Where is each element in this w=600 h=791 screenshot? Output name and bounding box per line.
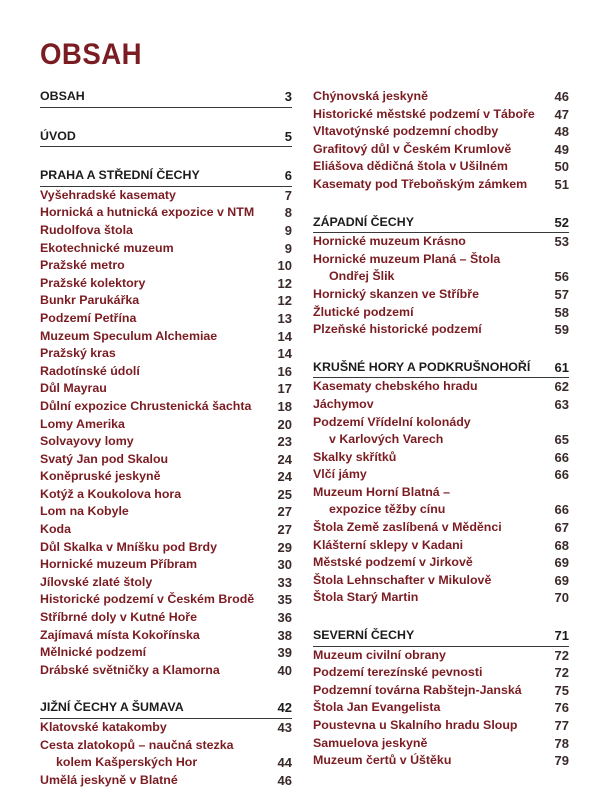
toc-entry-title: Grafitový důl v Českém Krumlově <box>313 141 512 156</box>
toc-entry-title: Žlutické podzemí <box>313 304 414 319</box>
toc-entry[interactable] <box>40 345 292 363</box>
toc-page-number: 35 <box>277 592 292 608</box>
section-spacer <box>40 108 292 128</box>
toc-entry[interactable] <box>40 328 292 346</box>
toc-entry[interactable] <box>40 556 292 574</box>
toc-entry[interactable] <box>313 735 569 753</box>
toc-entry-title: ÚVOD <box>40 128 76 143</box>
toc-section-heading[interactable] <box>313 214 569 234</box>
toc-entry[interactable] <box>40 222 292 240</box>
toc-page-number: 24 <box>277 451 292 467</box>
toc-section-heading[interactable] <box>40 167 292 187</box>
toc-entry-title: Klatovské katakomby <box>40 720 167 734</box>
toc-entry[interactable] <box>40 539 292 557</box>
toc-entry-title: Podzemí Petřína <box>40 310 137 325</box>
toc-entry-title: Svatý Jan pod Skalou <box>40 451 169 466</box>
toc-entry[interactable] <box>313 484 569 519</box>
toc-entry-title: Radotínské údolí <box>40 363 140 378</box>
toc-entry-title: Kasematy chebského hradu <box>313 379 478 394</box>
toc-entry-title: Historické podzemí v Českém Brodě <box>40 592 255 607</box>
toc-section-heading[interactable] <box>40 88 292 108</box>
toc-entry-title: Jílovské zlaté štoly <box>40 574 153 589</box>
toc-entry[interactable] <box>40 275 292 293</box>
toc-entry-title: Muzeum čertů v Úštěku <box>313 753 452 768</box>
toc-entry-title: Rudolfova štola <box>40 222 133 237</box>
toc-entry[interactable] <box>313 88 569 106</box>
toc-entry[interactable] <box>313 141 569 159</box>
toc-entry[interactable] <box>313 664 569 682</box>
toc-entry[interactable] <box>40 737 292 772</box>
toc-entry-title: Kasematy pod Třeboňským zámkem <box>313 176 528 191</box>
toc-page-number: 66 <box>554 467 569 483</box>
toc-page-number: 66 <box>554 502 569 518</box>
toc-entry-title: Pražské metro <box>40 258 125 273</box>
toc-page-number: 65 <box>554 432 569 448</box>
toc-page-number: 40 <box>277 662 292 678</box>
toc-entry[interactable] <box>313 717 569 735</box>
toc-page-number: 10 <box>277 258 292 274</box>
toc-entry-title: KRUŠNÉ HORY A PODKRUŠNOHOŘÍ <box>313 359 531 374</box>
toc-entry[interactable] <box>313 537 569 555</box>
toc-entry-title: Lomy Amerika <box>40 416 125 431</box>
toc-page-number: 3 <box>284 89 292 104</box>
toc-entry-title: Městské podzemí v Jirkově <box>313 555 473 570</box>
toc-page-number: 13 <box>277 310 292 326</box>
toc-entry[interactable] <box>313 233 569 251</box>
toc-entry[interactable] <box>40 451 292 469</box>
toc-page-number: 8 <box>284 205 292 221</box>
toc-entry-title: Solvayovy lomy <box>40 434 134 449</box>
toc-entry-title: Plzeňské historické podzemí <box>313 322 482 337</box>
toc-page-number: 25 <box>277 486 292 502</box>
toc-entry[interactable] <box>40 644 292 662</box>
toc-entry[interactable] <box>313 682 569 700</box>
toc-entry-title: Pražské kolektory <box>40 275 146 290</box>
toc-page-number: 69 <box>554 555 569 571</box>
toc-entry-title-continued: Ondřej Šlik <box>329 269 395 284</box>
toc-entry[interactable] <box>313 554 569 572</box>
toc-page-number: 16 <box>277 363 292 379</box>
toc-entry[interactable] <box>40 521 292 539</box>
toc-page-number: 33 <box>277 574 292 590</box>
toc-entry[interactable] <box>40 257 292 275</box>
toc-entry-title: ZÁPADNÍ ČECHY <box>313 214 414 229</box>
toc-entry[interactable] <box>313 519 569 537</box>
toc-entry[interactable] <box>40 719 292 737</box>
toc-page-number: 30 <box>277 557 292 573</box>
toc-page-number: 75 <box>554 682 569 698</box>
toc-section-heading[interactable] <box>40 128 292 148</box>
toc-page-number: 9 <box>284 222 292 238</box>
toc-page-number: 49 <box>554 141 569 157</box>
toc-left-column <box>40 88 292 789</box>
toc-page-number: 57 <box>554 286 569 302</box>
toc-entry[interactable] <box>40 627 292 645</box>
toc-page-number: 46 <box>554 89 569 104</box>
toc-entry[interactable] <box>40 187 292 205</box>
toc-page-number: 14 <box>277 328 292 344</box>
toc-entry-title: Umělá jeskyně v Blatné <box>40 772 178 787</box>
toc-entry-title: Lom na Kobyle <box>40 504 129 519</box>
toc-entry-title: Důlní expozice Chrustenická šachta <box>40 398 252 413</box>
toc-entry[interactable] <box>40 662 292 680</box>
toc-entry[interactable] <box>313 176 569 194</box>
toc-page-number: 27 <box>277 504 292 520</box>
toc-page-number: 18 <box>277 398 292 414</box>
toc-page-number: 50 <box>554 159 569 175</box>
toc-entry-title: Chýnovská jeskyně <box>313 89 429 103</box>
toc-section-heading[interactable] <box>313 627 569 647</box>
toc-entry-title: Hornické muzeum Příbram <box>40 557 197 572</box>
toc-entry-title: Vyšehradské kasematy <box>40 187 176 202</box>
toc-page-number: 77 <box>554 718 569 733</box>
toc-page-number: 67 <box>554 520 569 536</box>
toc-page-number: 7 <box>284 187 292 203</box>
section-spacer <box>40 147 292 167</box>
toc-entry[interactable] <box>313 414 569 449</box>
toc-page-number: 39 <box>277 645 292 661</box>
toc-entry-title-continued: v Karlových Varech <box>329 432 444 447</box>
toc-entry-title: Podzemí terezínské pevnosti <box>313 665 483 680</box>
toc-section-heading[interactable] <box>313 359 569 379</box>
toc-entry[interactable] <box>313 106 569 124</box>
toc-entry-title: Koněpruské jeskyně <box>40 469 161 484</box>
toc-entry[interactable] <box>40 416 292 434</box>
toc-entry-title: Muzeum Speculum Alchemiae <box>40 328 218 343</box>
toc-entry-title: Muzeum civilní obrany <box>313 647 446 662</box>
toc-page-number: 69 <box>554 572 569 588</box>
toc-page-number: 24 <box>277 469 292 485</box>
toc-entry-title: Historické městské podzemí v Táboře <box>313 106 535 121</box>
toc-entry-title: Cesta zlatokopů – naučná stezka <box>40 737 234 752</box>
toc-page-number: 42 <box>277 700 292 716</box>
toc-entry-title: Ekotechnické muzeum <box>40 240 174 255</box>
toc-page-number: 71 <box>554 628 569 644</box>
toc-entry[interactable] <box>40 503 292 521</box>
section-spacer <box>40 679 292 699</box>
toc-entry-title: Důl Skalka v Mníšku pod Brdy <box>40 539 217 554</box>
toc-entry[interactable] <box>40 292 292 310</box>
toc-entry-title: Kotýž a Koukolova hora <box>40 486 182 501</box>
toc-entry-title: Klášterní sklepy v Kadani <box>313 537 464 552</box>
toc-entry-title: Hornické muzeum Planá – Štola <box>313 251 501 266</box>
toc-page-number: 23 <box>277 434 292 450</box>
toc-entry-title: Eliášova dědičná štola v Ušilném <box>313 159 508 174</box>
toc-page-number: 29 <box>277 539 292 555</box>
toc-entry-title: Podzemí Vřídelní kolonády <box>313 414 471 429</box>
toc-page-number: 5 <box>284 128 292 144</box>
section-spacer <box>313 607 569 627</box>
toc-entry[interactable] <box>313 158 569 176</box>
toc-entry-title: Jáchymov <box>313 396 374 411</box>
toc-page-number: 43 <box>277 720 292 735</box>
section-spacer <box>313 339 569 359</box>
toc-entry-title: Poustevna u Skalního hradu Sloup <box>313 718 518 732</box>
toc-entry-title: Štola Země zaslíbená v Měděnci <box>313 520 502 535</box>
toc-page-number: 79 <box>554 753 569 769</box>
toc-page-number: 12 <box>277 275 292 291</box>
toc-entry[interactable] <box>40 204 292 222</box>
toc-page-number: 36 <box>277 610 292 626</box>
toc-page-number: 47 <box>554 106 569 122</box>
toc-page-number: 70 <box>554 590 569 606</box>
toc-page-number: 12 <box>277 293 292 309</box>
toc-entry-title: OBSAH <box>40 89 85 103</box>
toc-entry-title: Hornická a hutnická expozice v NTM <box>40 205 255 220</box>
toc-entry[interactable] <box>40 363 292 381</box>
toc-entry-title: PRAHA A STŘEDNÍ ČECHY <box>40 168 200 183</box>
toc-page-number: 72 <box>554 665 569 681</box>
toc-entry-title: Štola Starý Martin <box>313 590 419 605</box>
toc-entry-title-continued: kolem Kašperských Hor <box>56 755 198 770</box>
toc-entry-title: JIŽNÍ ČECHY A ŠUMAVA <box>40 700 184 715</box>
page-title: OBSAH <box>40 38 142 71</box>
toc-entry-title: Vltavotýnské podzemní chodby <box>313 124 499 139</box>
toc-right-column <box>313 88 569 770</box>
toc-page-number: 66 <box>554 449 569 465</box>
toc-entry[interactable] <box>40 433 292 451</box>
toc-page-number: 56 <box>554 269 569 285</box>
toc-page-number: 44 <box>277 755 292 771</box>
toc-page-number: 76 <box>554 700 569 716</box>
toc-entry-title: SEVERNÍ ČECHY <box>313 628 415 643</box>
toc-page-number: 6 <box>284 168 292 184</box>
toc-entry-title: Muzeum Horní Blatná – <box>313 484 450 499</box>
toc-page-number: 20 <box>277 416 292 432</box>
toc-page-number: 52 <box>554 214 569 230</box>
section-spacer <box>313 194 569 214</box>
toc-entry[interactable] <box>313 699 569 717</box>
toc-entry-title: Štola Jan Evangelista <box>313 700 441 715</box>
toc-entry[interactable] <box>40 772 292 790</box>
toc-entry[interactable] <box>313 449 569 467</box>
toc-entry-title: Koda <box>40 522 71 537</box>
toc-page-number: 72 <box>554 647 569 663</box>
toc-entry[interactable] <box>313 304 569 322</box>
toc-entry-title: Důl Mayrau <box>40 381 107 396</box>
toc-page-number: 46 <box>277 772 292 788</box>
toc-entry[interactable] <box>313 752 569 770</box>
toc-entry[interactable] <box>313 251 569 286</box>
toc-page-number: 9 <box>284 240 292 256</box>
toc-entry[interactable] <box>313 123 569 141</box>
toc-entry-title: Stříbrné doly v Kutné Hoře <box>40 610 197 625</box>
toc-entry-title: Štola Lehnschafter v Mikulově <box>313 572 492 587</box>
toc-section-heading[interactable] <box>40 699 292 719</box>
toc-entry[interactable] <box>40 609 292 627</box>
toc-entry-title: Drábské světničky a Klamorna <box>40 662 220 677</box>
toc-entry-title: Hornický skanzen ve Stříbře <box>313 286 479 301</box>
toc-entry[interactable] <box>313 286 569 304</box>
toc-entry[interactable] <box>40 310 292 328</box>
toc-entry[interactable] <box>40 468 292 486</box>
toc-entry-title: Podzemní továrna Rabštejn-Janská <box>313 682 522 697</box>
toc-entry[interactable] <box>313 572 569 590</box>
toc-entry[interactable] <box>40 398 292 416</box>
toc-entry-title: Vlčí jámy <box>313 467 367 482</box>
toc-entry[interactable] <box>313 396 569 414</box>
toc-page-number: 53 <box>554 234 569 250</box>
toc-entry[interactable] <box>40 380 292 398</box>
toc-entry[interactable] <box>40 591 292 609</box>
toc-page-number: 68 <box>554 537 569 553</box>
toc-page-number: 14 <box>277 346 292 362</box>
toc-entry[interactable] <box>40 240 292 258</box>
toc-entry[interactable] <box>40 574 292 592</box>
toc-page-number: 51 <box>554 176 569 192</box>
toc-page-number: 61 <box>554 359 569 375</box>
toc-page-number: 63 <box>554 396 569 412</box>
toc-entry-title: Samuelova jeskyně <box>313 735 428 750</box>
toc-entry-title: Skalky skřítků <box>313 449 397 464</box>
toc-page-number: 59 <box>554 322 569 338</box>
toc-entry-title: Zajímavá místa Kokořínska <box>40 627 200 642</box>
toc-page-number: 78 <box>554 735 569 751</box>
toc-entry-title: Mělnické podzemí <box>40 645 147 660</box>
toc-entry[interactable] <box>40 486 292 504</box>
toc-page-number: 17 <box>277 381 292 397</box>
toc-entry[interactable] <box>313 589 569 607</box>
toc-entry-title-continued: expozice těžby cínu <box>329 502 446 517</box>
toc-entry[interactable] <box>313 647 569 665</box>
toc-entry[interactable] <box>313 321 569 339</box>
toc-entry-title: Pražský kras <box>40 346 116 361</box>
toc-entry-title: Hornické muzeum Krásno <box>313 234 466 249</box>
toc-page-number: 48 <box>554 124 569 140</box>
toc-page-number: 62 <box>554 379 569 395</box>
toc-entry-title: Bunkr Parukářka <box>40 293 140 308</box>
toc-page-number: 38 <box>277 627 292 643</box>
toc-entry[interactable] <box>313 466 569 484</box>
toc-page-number: 58 <box>554 304 569 320</box>
toc-page-number: 27 <box>277 522 292 538</box>
toc-entry[interactable] <box>313 378 569 396</box>
